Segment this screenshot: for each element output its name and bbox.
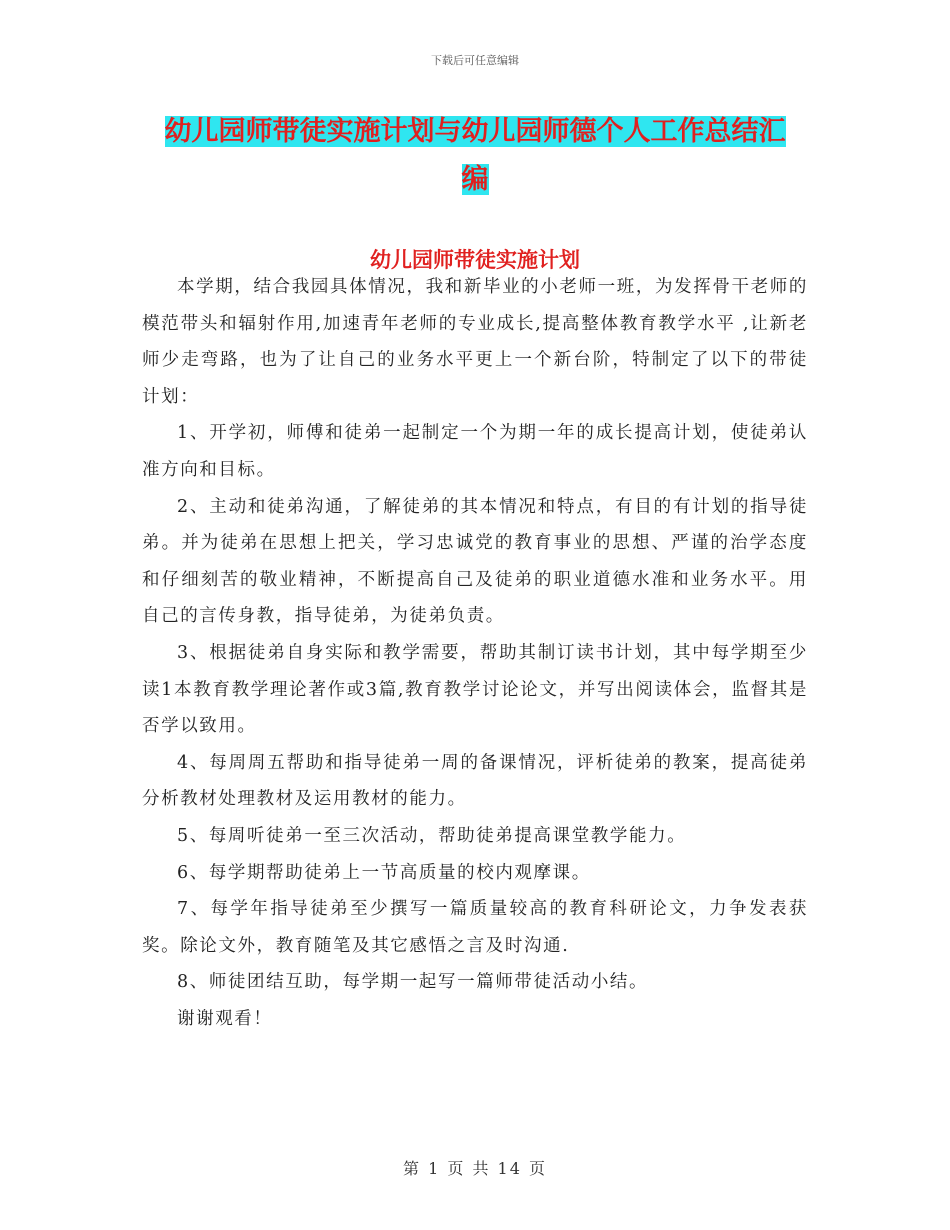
plan-item-4: 4、每周周五帮助和指导徒弟一周的备课情况，评析徒弟的教案，提高徒弟分析教材处理教材及运用教材的能力。 (142, 752, 808, 810)
plan-item-1: 1、开学初，师傅和徒弟一起制定一个为期一年的成长提高计划，使徒弟认准方向和目标。 (142, 423, 808, 480)
header-note: 下载后可任意编辑 (431, 54, 519, 67)
plan-item-3: 3、根据徒弟自身实际和教学需要，帮助其制订读书计划，其中每学期至少读1本教育教学理论著作或3篇,教育教学讨论论文，并写出阅读体会，监督其是否学以致用。 (142, 642, 808, 737)
document-title-line1: 幼儿园师带徒实施计划与幼儿园师德个人工作总结汇 (164, 116, 786, 147)
plan-item-7: 7、每学年指导徒弟至少撰写一篇质量较高的教育科研论文，力争发表获奖。除论文外，教育随笔及其它感悟之言及时沟通. (142, 899, 808, 956)
intro-paragraph: 本学期，结合我园具体情况，我和新毕业的小老师一班，为发挥骨干老师的模范带头和辐射作用,加速青年老师的专业成长,提高整体教育教学水平 ,让新老师少走弯路，也为了让自己的业务水平更上一个新台阶，特制定了以下的带徒计划： (142, 277, 808, 407)
document-title-line2: 编 (461, 164, 489, 195)
plan-item-6: 6、每学期帮助徒弟上一节高质量的校内观摩课。 (177, 862, 591, 883)
plan-item-2: 2、主动和徒弟沟通，了解徒弟的其本情况和特点，有目的有计划的指导徒弟。并为徒弟在思想上把关，学习忠诚党的教育事业的思想、严谨的治学态度和仔细刻苦的敬业精神，不断提高自己及徒弟的职业道德水准和业务水平。用自己的言传身教，指导徒弟，为徒弟负责。 (142, 496, 808, 627)
plan-item-8: 8、师徒团结互助，每学期一起写一篇师带徒活动小结。 (177, 972, 649, 993)
document-title (145, 108, 805, 204)
plan-item-5: 5、每周听徒弟一至三次活动，帮助徒弟提高课堂教学能力。 (177, 825, 687, 846)
page-footer: 第 1 页 共 14 页 (403, 1159, 547, 1178)
section-title: 幼儿园师带徒实施计划 (370, 248, 580, 272)
closing-line: 谢谢观看！ (177, 1008, 273, 1029)
document-body (142, 269, 808, 1037)
